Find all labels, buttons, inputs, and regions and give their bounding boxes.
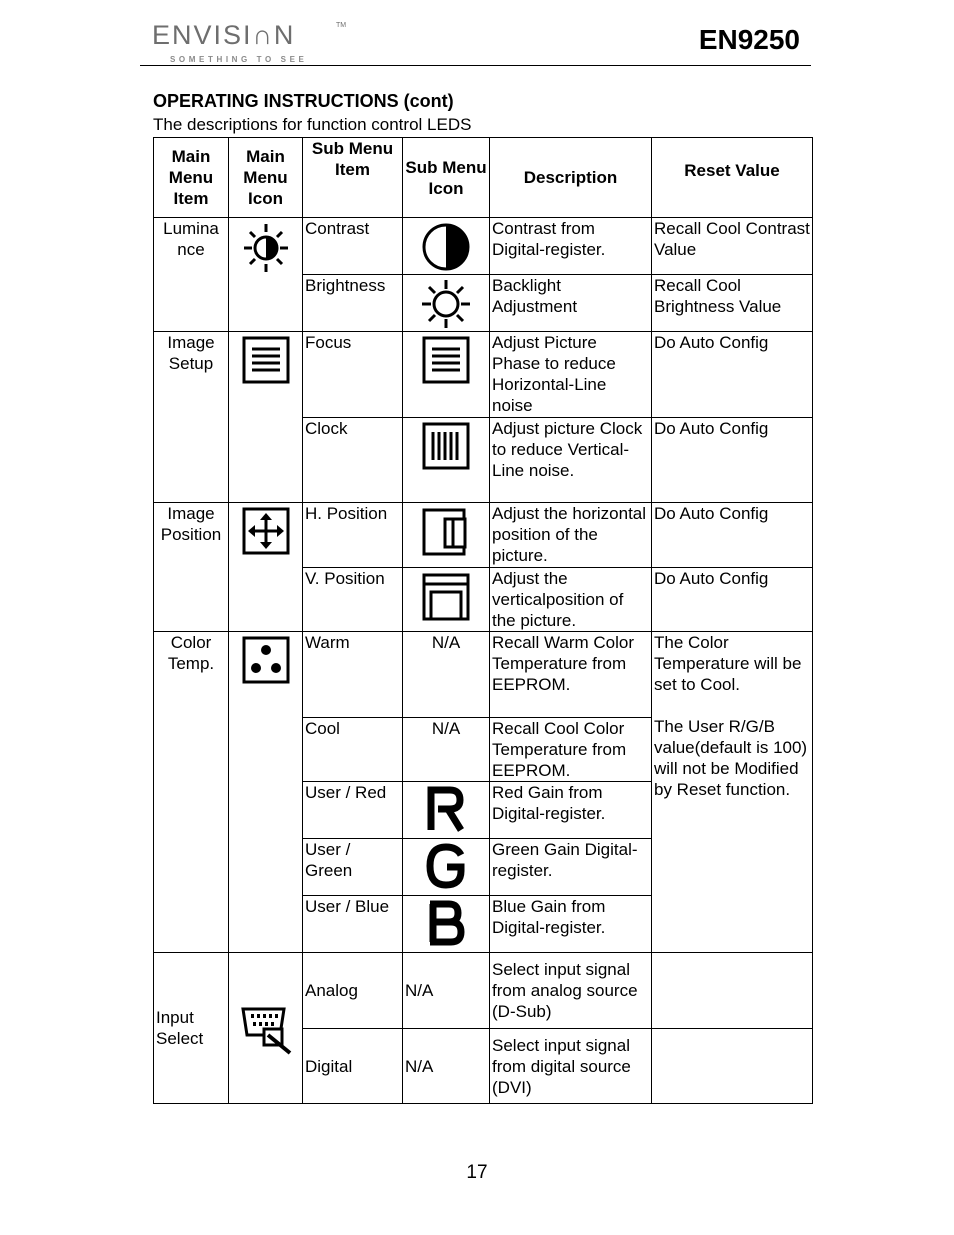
- half-circle-icon: [421, 222, 471, 272]
- table-row: [154, 218, 813, 275]
- vertical-lines-icon: [422, 422, 470, 470]
- table-row: [154, 632, 813, 718]
- four-arrows-icon: [242, 507, 290, 555]
- main-item-input-select: Input Select: [154, 953, 229, 1104]
- sun-contrast-icon: [242, 222, 290, 274]
- table-row: [154, 332, 813, 418]
- sub-icon-na: N/A: [403, 632, 490, 718]
- section-heading: OPERATING INSTRUCTIONS (cont): [153, 91, 454, 111]
- header-rule: [140, 65, 811, 66]
- description: Green Gain Digital-register.: [490, 839, 652, 896]
- horizontal-lines-icon: [242, 336, 290, 384]
- letter-g-icon: [425, 843, 467, 889]
- col-sub-item: Sub Menu Item: [303, 138, 403, 218]
- envision-logo: [152, 20, 347, 66]
- description: Adjust picture Clock to reduce Vertical-Line noise.: [490, 418, 652, 503]
- sub-item: Warm: [303, 632, 403, 718]
- reset-value: [652, 953, 813, 1029]
- reset-note-user-rgb: The User R/G/B value(default is 100) will not be Modified by Reset function.: [654, 717, 808, 799]
- sub-item: H. Position: [303, 503, 403, 568]
- reset-value: Do Auto Config: [652, 418, 813, 503]
- table-header-row: [154, 138, 813, 218]
- col-main-item: Main Menu Item: [154, 138, 229, 218]
- sub-item: User / Green: [303, 839, 403, 896]
- description: Red Gain from Digital-register.: [490, 782, 652, 839]
- description: Adjust the verticalposition of the picture.: [490, 568, 652, 632]
- logo-tagline: SOMETHING TO SEE: [170, 55, 308, 64]
- input-connector-icon: [240, 1005, 292, 1055]
- sub-item: Cool: [303, 718, 403, 782]
- description: Recall Cool Color Temperature from EEPROM.: [490, 718, 652, 782]
- description: Backlight Adjustment: [490, 275, 652, 332]
- horizontal-lines-icon: [422, 336, 470, 384]
- sub-item: User / Blue: [303, 896, 403, 953]
- function-control-table: [153, 137, 813, 1104]
- reset-value: Do Auto Config: [652, 503, 813, 568]
- description: Select input signal from digital source (DVI): [490, 1029, 652, 1104]
- sub-item: Analog: [303, 953, 403, 1029]
- reset-value: Recall Cool Brightness Value: [652, 275, 813, 332]
- page-number: 17: [466, 1162, 488, 1183]
- description: Select input signal from analog source (D-Sub): [490, 953, 652, 1029]
- reset-value: Do Auto Config: [652, 568, 813, 632]
- reset-value: [652, 1029, 813, 1104]
- sub-item: Digital: [303, 1029, 403, 1104]
- sub-item: Focus: [303, 332, 403, 418]
- three-dots-icon: [242, 636, 290, 684]
- logo-wordmark: ENVISI∩N: [152, 20, 296, 50]
- col-description: Description: [490, 138, 652, 218]
- main-item-image-setup: Image Setup: [154, 332, 229, 503]
- main-item-luminance: Lumina nce: [154, 218, 229, 332]
- letter-b-icon: [425, 900, 467, 946]
- sub-item: Contrast: [303, 218, 403, 275]
- col-reset-value: Reset Value: [652, 138, 813, 218]
- main-item-image-position: Image Position: [154, 503, 229, 632]
- reset-value: Recall Cool Contrast Value: [652, 218, 813, 275]
- table-row: [154, 953, 813, 1029]
- section-subheading: The descriptions for function control LEDS: [153, 115, 472, 134]
- logo-trademark: TM: [336, 22, 347, 29]
- model-number: EN9250: [698, 24, 800, 55]
- description: Recall Warm Color Temperature from EEPROM.: [490, 632, 652, 718]
- sub-item: Brightness: [303, 275, 403, 332]
- table-row: [154, 503, 813, 568]
- reset-value-color-temp: [652, 632, 813, 953]
- description: Adjust the horizontal position of the picture.: [490, 503, 652, 568]
- reset-note-cool: The Color Temperature will be set to Cool.: [654, 633, 802, 694]
- letter-r-icon: [426, 786, 466, 832]
- col-sub-icon: Sub Menu Icon: [403, 138, 490, 218]
- sub-icon-na: N/A: [403, 1029, 490, 1104]
- sub-item: V. Position: [303, 568, 403, 632]
- sub-item: Clock: [303, 418, 403, 503]
- sun-icon: [421, 279, 471, 329]
- main-item-color-temp: Color Temp.: [154, 632, 229, 953]
- description: Adjust Picture Phase to reduce Horizontal-Line noise: [490, 332, 652, 418]
- reset-value: Do Auto Config: [652, 332, 813, 418]
- col-main-icon: Main Menu Icon: [229, 138, 303, 218]
- sub-icon-na: N/A: [403, 953, 490, 1029]
- sub-item: User / Red: [303, 782, 403, 839]
- v-position-icon: [421, 572, 471, 622]
- h-position-icon: [421, 507, 471, 557]
- description: Contrast from Digital-register.: [490, 218, 652, 275]
- sub-icon-na: N/A: [403, 718, 490, 782]
- description: Blue Gain from Digital-register.: [490, 896, 652, 953]
